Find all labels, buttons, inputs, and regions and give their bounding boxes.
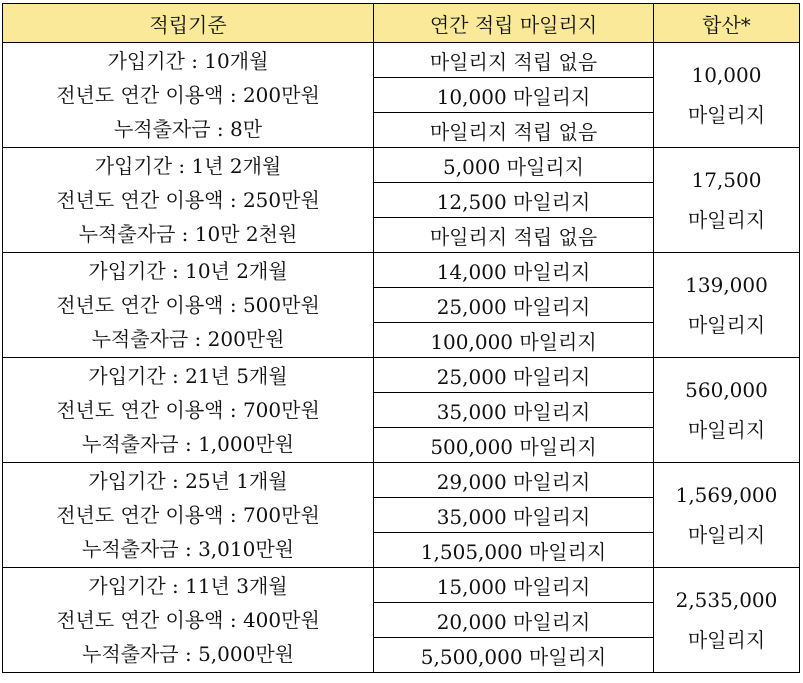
criteria-line: 누적출자금 : 8만 (113, 117, 263, 141)
annual-mileage-cell: 35,000 마일리지 (374, 498, 654, 533)
table-header (3, 4, 800, 43)
total-line: 마일리지 (687, 628, 766, 652)
table-row (3, 148, 800, 183)
header-total: 합산* (654, 4, 800, 43)
criteria-line: 전년도 연간 이용액 : 200만원 (56, 83, 320, 107)
criteria-line: 가입기간 : 10개월 (107, 49, 269, 73)
annual-mileage-cell: 14,000 마일리지 (374, 253, 654, 288)
total-line: 마일리지 (687, 103, 766, 127)
table-row (3, 358, 800, 393)
total-cell (654, 463, 800, 568)
total-cell (654, 43, 800, 148)
total-cell (654, 358, 800, 463)
criteria-cell (3, 568, 374, 673)
annual-mileage-cell: 20,000 마일리지 (374, 603, 654, 638)
criteria-line: 가입기간 : 25년 1개월 (88, 469, 288, 493)
header-annual-mileage: 연간 적립 마일리지 (374, 4, 654, 43)
annual-mileage-cell: 25,000 마일리지 (374, 288, 654, 323)
total-line: 마일리지 (687, 313, 766, 337)
criteria-cell (3, 463, 374, 568)
total-line: 560,000 (685, 378, 768, 402)
table-row (3, 463, 800, 498)
mileage-table (2, 3, 800, 673)
table-row (3, 253, 800, 288)
criteria-line: 가입기간 : 10년 2개월 (88, 259, 288, 283)
annual-mileage-cell: 마일리지 적립 없음 (374, 113, 654, 148)
annual-mileage-cell: 500,000 마일리지 (374, 428, 654, 463)
criteria-line: 전년도 연간 이용액 : 250만원 (56, 188, 320, 212)
table-body (3, 43, 800, 673)
criteria-cell (3, 358, 374, 463)
annual-mileage-cell: 100,000 마일리지 (374, 323, 654, 358)
criteria-line: 누적출자금 : 3,010만원 (82, 537, 294, 561)
total-line: 마일리지 (687, 208, 766, 232)
annual-mileage-cell: 10,000 마일리지 (374, 78, 654, 113)
total-cell (654, 568, 800, 673)
total-cell (654, 148, 800, 253)
annual-mileage-cell: 1,505,000 마일리지 (374, 533, 654, 568)
table-row (3, 43, 800, 78)
annual-mileage-cell: 5,000 마일리지 (374, 148, 654, 183)
criteria-cell (3, 148, 374, 253)
criteria-line: 가입기간 : 11년 3개월 (88, 574, 288, 598)
criteria-line: 누적출자금 : 5,000만원 (82, 642, 294, 666)
criteria-line: 누적출자금 : 10만 2천원 (78, 222, 298, 246)
annual-mileage-cell: 마일리지 적립 없음 (374, 218, 654, 253)
total-line: 마일리지 (687, 523, 766, 547)
total-line: 10,000 (691, 63, 762, 87)
criteria-line: 전년도 연간 이용액 : 400만원 (56, 608, 320, 632)
header-criteria: 적립기준 (3, 4, 374, 43)
criteria-line: 누적출자금 : 200만원 (91, 327, 285, 351)
annual-mileage-cell: 12,500 마일리지 (374, 183, 654, 218)
total-cell (654, 253, 800, 358)
header-row (3, 4, 800, 43)
criteria-line: 누적출자금 : 1,000만원 (82, 432, 294, 456)
annual-mileage-cell: 5,500,000 마일리지 (374, 638, 654, 673)
criteria-line: 전년도 연간 이용액 : 700만원 (56, 398, 320, 422)
criteria-cell (3, 43, 374, 148)
criteria-cell (3, 253, 374, 358)
total-line: 마일리지 (687, 418, 766, 442)
criteria-line: 가입기간 : 21년 5개월 (88, 364, 288, 388)
total-line: 17,500 (691, 168, 762, 192)
annual-mileage-cell: 마일리지 적립 없음 (374, 43, 654, 78)
total-line: 2,535,000 (675, 588, 778, 612)
total-line: 139,000 (685, 273, 768, 297)
total-line: 1,569,000 (675, 483, 778, 507)
criteria-line: 가입기간 : 1년 2개월 (94, 154, 282, 178)
table-row (3, 568, 800, 603)
annual-mileage-cell: 15,000 마일리지 (374, 568, 654, 603)
annual-mileage-cell: 25,000 마일리지 (374, 358, 654, 393)
criteria-line: 전년도 연간 이용액 : 700만원 (56, 503, 320, 527)
annual-mileage-cell: 29,000 마일리지 (374, 463, 654, 498)
criteria-line: 전년도 연간 이용액 : 500만원 (56, 293, 320, 317)
annual-mileage-cell: 35,000 마일리지 (374, 393, 654, 428)
